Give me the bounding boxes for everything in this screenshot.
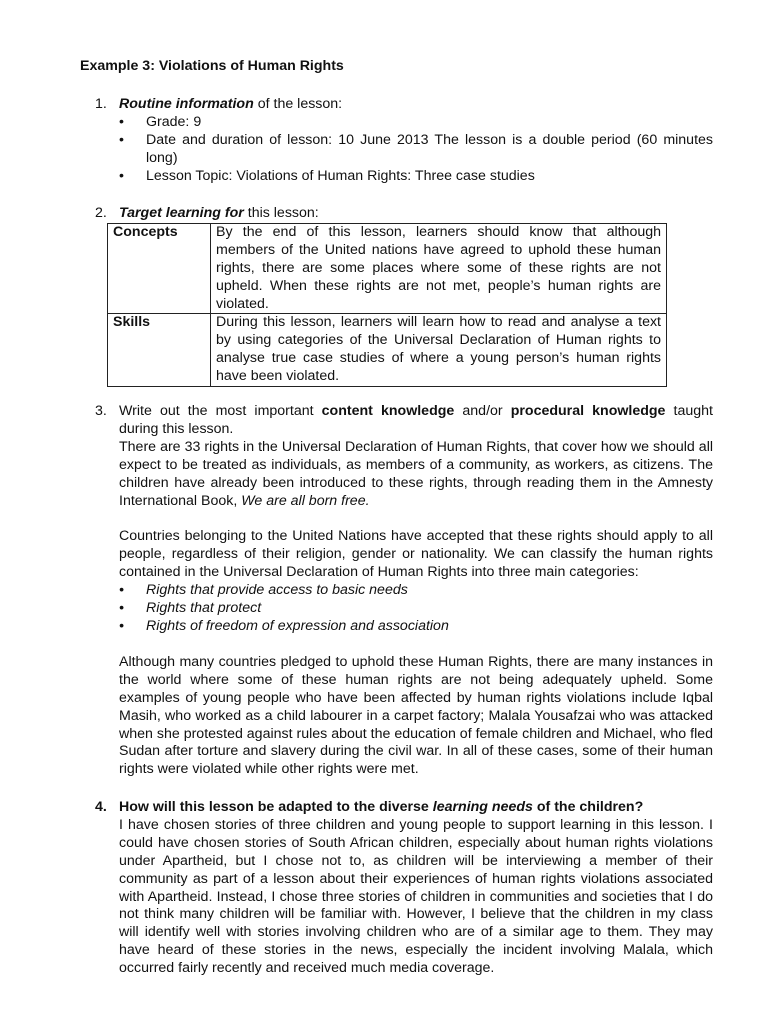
paragraph: Countries belonging to the United Nations have accepted that these rights should apply to all people, regardless of their religion, gender or nationality. We can classify the human rights contained in the Universal Declaration of Human Rights into three main categories: bbox=[119, 528, 713, 581]
section-heading bbox=[119, 205, 713, 223]
section-number: 3. bbox=[95, 403, 107, 419]
heading-emphasis: Target learning for bbox=[119, 205, 244, 221]
list-item: • Rights that protect bbox=[119, 600, 713, 618]
list-item: • Rights of freedom of expression and association bbox=[119, 618, 713, 636]
paragraph: Although many countries pledged to uphold these Human Rights, there are many instances in the world where some of these human rights are not being adequately upheld. Some examples of young people who have been affected by human rights violations include Iqbal Masih, who worked as a child labourer in a carpet factory; Malala Yousafzai who was attacked when she protested against rules about the education of female children and Michael, who fled Sudan after torture and slavery during the civil war. In all of these cases, some of their human rights were violated while other rights were met. bbox=[119, 653, 713, 778]
section-question: How will this lesson be adapted to the diverse learning needs of the children? bbox=[119, 799, 644, 815]
section-number: 1. bbox=[95, 96, 107, 112]
book-title: We are all born free. bbox=[241, 492, 370, 509]
list-item: • Rights that provide access to basic needs bbox=[119, 582, 713, 600]
document-title: Example 3: Violations of Human Rights bbox=[80, 58, 344, 74]
paragraph: There are 33 rights in the Universal Declaration of Human Rights, that cover how we should all expect to be treated as individuals, as members of a community, as workers, as citizens. The children have already been introduced to these rights, through reading them in the Amnesty International Book, We are all born free. bbox=[119, 438, 713, 509]
table-key: Concepts bbox=[108, 223, 211, 314]
table-row bbox=[108, 314, 667, 387]
section-content-knowledge bbox=[95, 403, 713, 779]
list-item: • Date and duration of lesson: 10 June 2013 The lesson is a double period (60 minutes long) bbox=[119, 132, 713, 168]
table-value: During this lesson, learners will learn how to read and analyse a text by using categories of the Universal Declaration of Human rights to analyse true case studies of where a young person’s human rights have been violated. bbox=[211, 314, 667, 387]
heading-rest: this lesson: bbox=[243, 205, 319, 221]
section-learning-needs bbox=[95, 799, 713, 978]
table-key: Skills bbox=[108, 314, 211, 387]
section-heading bbox=[119, 96, 713, 114]
heading-rest: of the lesson: bbox=[253, 96, 343, 112]
target-learning-table bbox=[107, 223, 667, 387]
section-routine-information bbox=[95, 96, 713, 186]
routine-info-list bbox=[95, 114, 713, 186]
table-row bbox=[108, 223, 667, 314]
list-item: • Lesson Topic: Violations of Human Rights: Three case studies bbox=[119, 168, 713, 186]
section-lead: Write out the most important content knowledge and/or procedural knowledge taught during this lesson. bbox=[119, 403, 713, 437]
section-number: 4. bbox=[95, 799, 107, 815]
table-value: By the end of this lesson, learners should know that although members of the United nations have agreed to uphold these human rights, there are some places where some of these rights are not upheld. When these rights are not met, people’s human rights are violated. bbox=[211, 223, 667, 314]
list-item: • Grade: 9 bbox=[119, 114, 713, 132]
rights-categories-list bbox=[95, 582, 713, 636]
section-target-learning bbox=[95, 205, 713, 387]
section-number: 2. bbox=[95, 205, 107, 221]
paragraph: I have chosen stories of three children and young people to support learning in this lesson. I could have chosen stories of South African children, especially about human rights violations under Apartheid, but I chose not to, as children will be interviewing a member of their community as part of a lesson about their experiences of human rights violations associated with Apartheid. Instead, I chose three stories of children in communities and societies that I do not think many children will be familiar with. However, I believe that the children in my class will identify well with stories involving children who are of a similar age to them. They may have heard of these stories in the news, especially the incident involving Malala, which occurred fairly recently and received much media coverage. bbox=[119, 816, 713, 977]
heading-emphasis: Routine information bbox=[119, 96, 254, 112]
